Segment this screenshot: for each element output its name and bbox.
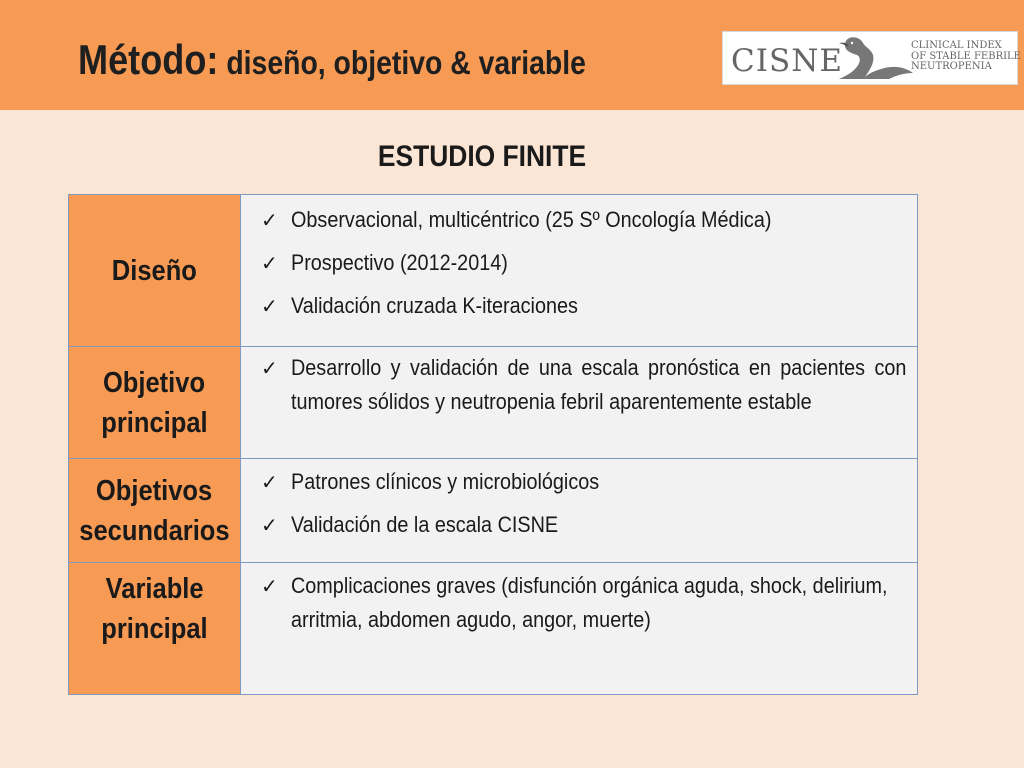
- list-item: ✓ Complicaciones graves (disfunción orgánica aguda, shock, delirium, arritmia, abdomen agudo, angor, muerte): [261, 569, 907, 637]
- method-table: [68, 194, 918, 695]
- list-item: ✓ Validación de la escala CISNE: [261, 508, 907, 542]
- row-label-text: secundarios: [79, 514, 230, 547]
- logo-subtitle: [911, 41, 1021, 73]
- page-title: [78, 36, 586, 84]
- row-content-diseno: [241, 195, 918, 347]
- row-content-objetivo: [241, 347, 918, 459]
- page-title-sub: diseño, objetivo & variable: [218, 44, 586, 81]
- row-label-variable: [69, 563, 241, 695]
- check-icon: ✓: [261, 574, 278, 598]
- row-label-text: Diseño: [111, 254, 198, 287]
- list-item: ✓ Observacional, multicéntrico (25 Sº Oncología Médica): [261, 203, 907, 237]
- check-icon: ✓: [261, 251, 278, 275]
- table-row: [69, 347, 918, 459]
- check-icon: ✓: [261, 513, 278, 537]
- table-row: [69, 563, 918, 695]
- table-row: [69, 459, 918, 563]
- row-label-text: principal: [101, 613, 208, 645]
- swan-icon: [835, 33, 915, 85]
- logo-word: CISNE: [731, 43, 843, 79]
- row-label-text: Objetivo: [103, 366, 206, 399]
- check-icon: ✓: [261, 208, 278, 232]
- check-icon: ✓: [261, 294, 278, 318]
- header-bar: [0, 0, 1024, 110]
- row-label-diseno: [69, 195, 241, 347]
- row-label-objetivo: [69, 347, 241, 459]
- row-label-text: Variable: [105, 573, 204, 605]
- list-item: ✓ Validación cruzada K-iteraciones: [261, 289, 907, 323]
- row-label-text: Objetivos: [96, 474, 213, 507]
- logo-sub-line: NEUTROPENIA: [911, 61, 992, 72]
- study-title: ESTUDIO FINITE: [377, 140, 587, 173]
- page-title-main: Método:: [78, 36, 219, 83]
- table-row: [69, 195, 918, 347]
- row-content-variable: [241, 563, 918, 695]
- list-item: ✓ Patrones clínicos y microbiológicos: [261, 465, 907, 499]
- row-content-objetivos-secundarios: [241, 459, 918, 563]
- logo-sub-line: OF STABLE FEBRILE: [911, 50, 1021, 62]
- row-label-objetivos-secundarios: [69, 459, 241, 563]
- check-icon: ✓: [261, 356, 278, 380]
- list-item: ✓ Prospectivo (2012-2014): [261, 246, 907, 280]
- list-item: ✓ Desarrollo y validación de una escala pronóstica en pacientes con tumores sólidos y neutropenia febril aparentemente estable: [261, 351, 907, 419]
- row-label-text: principal: [101, 406, 208, 439]
- logo-sub-line: CLINICAL INDEX: [911, 40, 1002, 51]
- check-icon: ✓: [261, 470, 278, 494]
- cisne-logo: [722, 31, 1021, 85]
